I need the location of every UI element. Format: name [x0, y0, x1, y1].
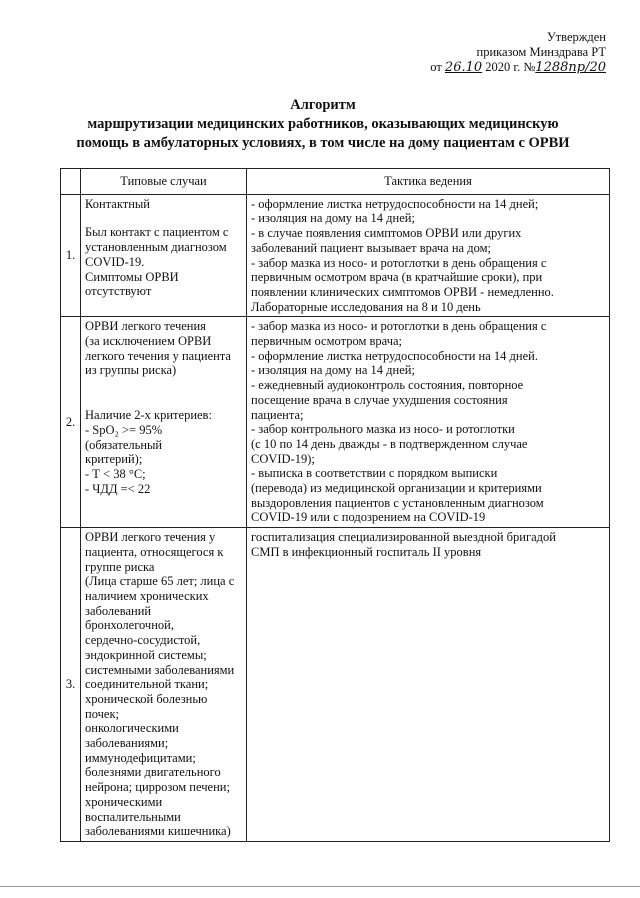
text-line: первичным осмотром врача; [251, 334, 403, 349]
text-line: ОРВИ легкого течения у [85, 530, 216, 545]
text-line: Наличие 2-х критериев: [85, 408, 212, 423]
text-line: онкологическими [85, 721, 179, 736]
text-line: Лабораторные исследования на 8 и 10 день [251, 299, 481, 314]
text-line: - изоляция на дому на 14 дней; [251, 363, 415, 378]
tactics-cell [247, 194, 610, 317]
text-line: установленным диагнозом [85, 240, 227, 255]
case-top [85, 319, 242, 378]
date-year-number-label: 2020 г. № [482, 60, 536, 74]
title-line-3: помощь в амбулаторных условиях, в том числе на дому пациентам с ОРВИ [76, 135, 570, 151]
text-line: Был контакт с пациентом с [85, 225, 229, 240]
table-row [61, 317, 610, 528]
text-line: болезнями двигательного [85, 765, 221, 780]
text-line: выздоровления пациентов с установленным диагнозом [251, 495, 544, 510]
text-line: - ЧДД =< 22 [85, 481, 151, 496]
text-line: ОРВИ легкого течения [85, 319, 206, 334]
text-line: легкого течения у пациента [85, 348, 231, 363]
title-line-1: Алгоритм [290, 97, 356, 113]
approval-stamp [430, 30, 606, 75]
header-tactics: Тактика ведения [247, 169, 610, 195]
text-line: группе риска [85, 559, 155, 574]
approval-line-1: Утвержден [546, 30, 606, 44]
header-cases: Типовые случаи [81, 169, 247, 195]
text-line: системными заболеваниями [85, 662, 235, 677]
text-line: COVID-19); [251, 451, 315, 466]
row-number: 1. [61, 194, 81, 317]
text-line: пациента; [251, 407, 304, 422]
text-line: COVID-19 или с подозрением на COVID-19 [251, 510, 486, 525]
case-cell [81, 528, 247, 842]
text-line: - изоляция на дому на 14 дней; [251, 211, 415, 226]
case-top [85, 197, 242, 212]
spacer [85, 378, 242, 408]
text-line: СМП в инфекционный госпиталь II уровня [251, 544, 482, 559]
text-line: - Т < 38 °С; [85, 466, 146, 481]
text-line: критерий); [85, 452, 143, 467]
title-line-2: маршрутизации медицинских работников, оказывающих медицинскую [87, 116, 559, 132]
text-line: нейрона; циррозом печени; [85, 780, 230, 795]
text-line: COVID-19. [85, 254, 145, 269]
case-cell [81, 194, 247, 317]
table-header-row [61, 169, 610, 195]
text-line: (Лица старше 65 лет; лица с [85, 574, 235, 589]
text-line: Симптомы ОРВИ [85, 269, 179, 284]
text-line: хроническими [85, 794, 163, 809]
text-line: отсутствуют [85, 284, 152, 299]
text-line: иммунодефицитами; [85, 750, 196, 765]
text-line: (перевода) из медицинской организации и критериями [251, 481, 542, 496]
text-line: - выписка в соответствии с порядком выписки [251, 466, 498, 481]
text-line: - SpO₂ >= 95% (обязательный [85, 422, 163, 452]
text-line: заболеваний пациент вызывает врача на дом; [251, 240, 491, 255]
spacer [85, 211, 242, 225]
text-line: наличием хронических [85, 588, 209, 603]
text-line: госпитализация специализированной выездной бригадой [251, 530, 556, 545]
approval-line-3 [430, 60, 606, 75]
text-line: (за исключением ОРВИ [85, 334, 212, 349]
tactics-cell [247, 317, 610, 528]
text-line: заболеваний бронхолегочной, [85, 603, 174, 633]
text-line: - забор мазка из носо- и ротоглотки в день обращения с [251, 319, 547, 334]
approval-line-2: приказом Минздрава РТ [476, 45, 606, 59]
text-line: воспалительными [85, 809, 181, 824]
text-line: Контактный [85, 196, 150, 211]
text-line: пациента, относящегося к [85, 544, 224, 559]
text-line: появлении клинических симптомов ОРВИ - немедленно. [251, 284, 554, 299]
text-line: - ежедневный аудиоконтроль состояния, повторное [251, 378, 524, 393]
text-line: - оформление листка нетрудоспособности на 14 дней; [251, 196, 539, 211]
text-line: первичным осмотром врача (в кратчайшие сроки), при [251, 270, 543, 285]
text-line: (с 10 по 14 день дважды - в подтвержденном случае [251, 436, 528, 451]
header-num [61, 169, 81, 195]
table-row [61, 194, 610, 317]
case-cell [81, 317, 247, 528]
text-line: эндокринной системы; [85, 647, 207, 662]
text-line: - в случае появления симптомов ОРВИ или других [251, 226, 522, 241]
routing-table [60, 168, 610, 842]
text-line: заболеваниями кишечника) [85, 824, 231, 839]
table-row [61, 528, 610, 842]
page-bottom-rule [0, 886, 640, 887]
text-line: хронической болезнью почек; [85, 691, 208, 721]
text-line: соединительной ткани; [85, 677, 209, 692]
handwritten-date: 26.10 [444, 60, 483, 75]
row-number: 3. [61, 528, 81, 842]
handwritten-order-number: 1288пр/20 [535, 60, 606, 75]
text-line: заболеваниями; [85, 736, 169, 751]
text-line: - забор контрольного мазка из носо- и ротоглотки [251, 422, 515, 437]
tactics-cell [247, 528, 610, 842]
text-line: сердечно-сосудистой, [85, 633, 201, 648]
text-line: посещение врача в случае ухудшения состояния [251, 392, 508, 407]
case-bottom [85, 408, 242, 496]
row-number: 2. [61, 317, 81, 528]
date-prefix: от [430, 60, 442, 74]
text-line: - забор мазка из носо- и ротоглотки в день обращения с [251, 255, 547, 270]
document-title [40, 96, 606, 153]
text-line: из группы риска) [85, 363, 177, 378]
text-line: - оформление листка нетрудоспособности на 14 дней. [251, 348, 538, 363]
case-bottom [85, 225, 242, 299]
